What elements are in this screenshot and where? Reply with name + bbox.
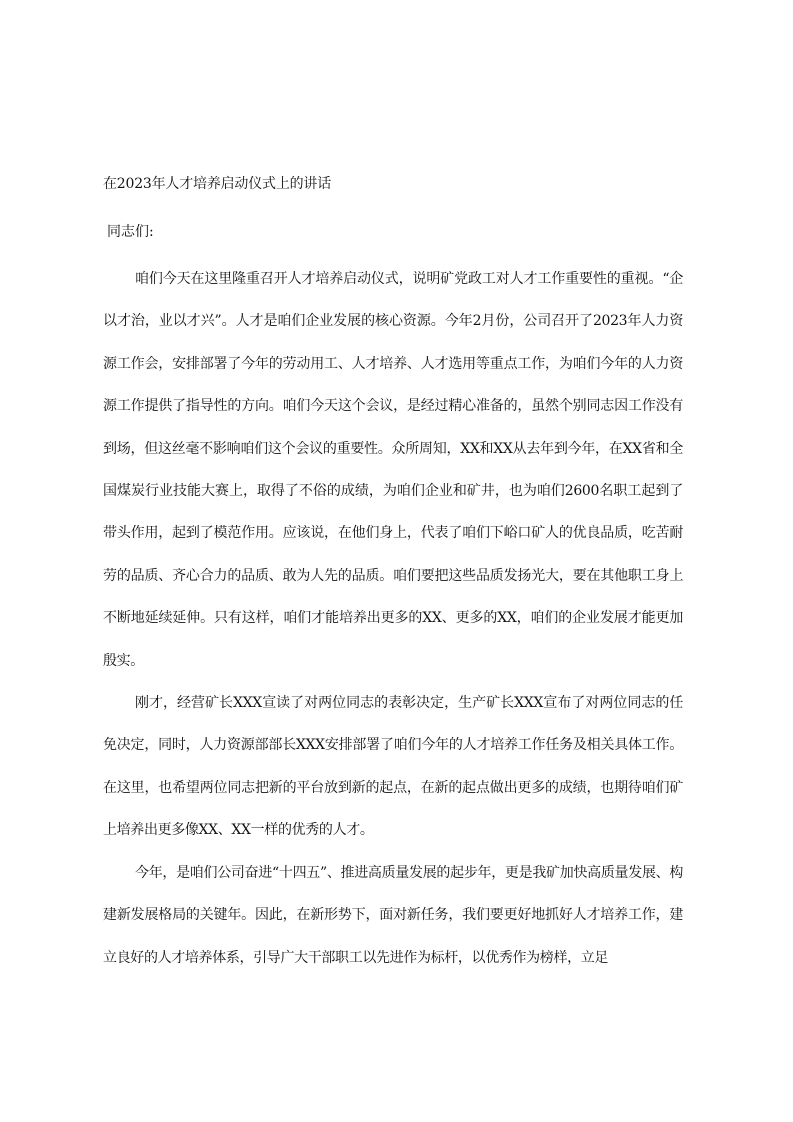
salutation: 同志们:	[107, 224, 154, 240]
paragraph-3: 今年，是咱们公司奋进“十四五”、推进高质量发展的起步年，更是我矿加快高质量发展、构建新发展格局的关键年。因此，在新形势下，面对新任务，我们要更好地抓好人才培养工作，建立良好的人才培养体系，引导广大干部职工以先进作为标杆，以优秀作为榜样，立足	[103, 864, 683, 966]
document-body	[103, 258, 683, 979]
document-title: 在2023年人才培养启动仪式上的讲话	[103, 176, 332, 192]
paragraph-1: 咱们今天在这里隆重召开人才培养启动仪式，说明矿党政工对人才工作重要性的重视。“企以才治，业以才兴”。人才是咱们企业发展的核心资源。今年2月份，公司召开了2023年人力资源工作会，安排部署了今年的劳动用工、人才培养、人才选用等重点工作，为咱们今年的人力资源工作提供了指导性的方向。咱们今天这个会议，是经过精心准备的，虽然个别同志因工作没有到场，但这丝毫不影响咱们这个会议的重要性。众所周知，XX和XX从去年到今年，在XX省和全国煤炭行业技能大赛上，取得了不俗的成绩，为咱们企业和矿井，也为咱们2600名职工起到了带头作用，起到了模范作用。应该说，在他们身上，代表了咱们下峪口矿人的优良品质，吃苦耐劳的品质、齐心合力的品质、敢为人先的品质。咱们要把这些品质发扬光大，要在其他职工身上不断地延续延伸。只有这样，咱们才能培养出更多的XX、更多的XX，咱们的企业发展才能更加殷实。	[103, 271, 683, 669]
paragraph-2: 刚才，经营矿长XXX宣读了对两位同志的表彰决定，生产矿长XXX宣布了对两位同志的任免决定，同时，人力资源部部长XXX安排部署了咱们今年的人才培养工作任务及相关具体工作。在这里，也希望两位同志把新的平台放到新的起点，在新的起点做出更多的成绩，也期待咱们矿上培养出更多像XX、XX一样的优秀的人才。	[103, 695, 683, 839]
